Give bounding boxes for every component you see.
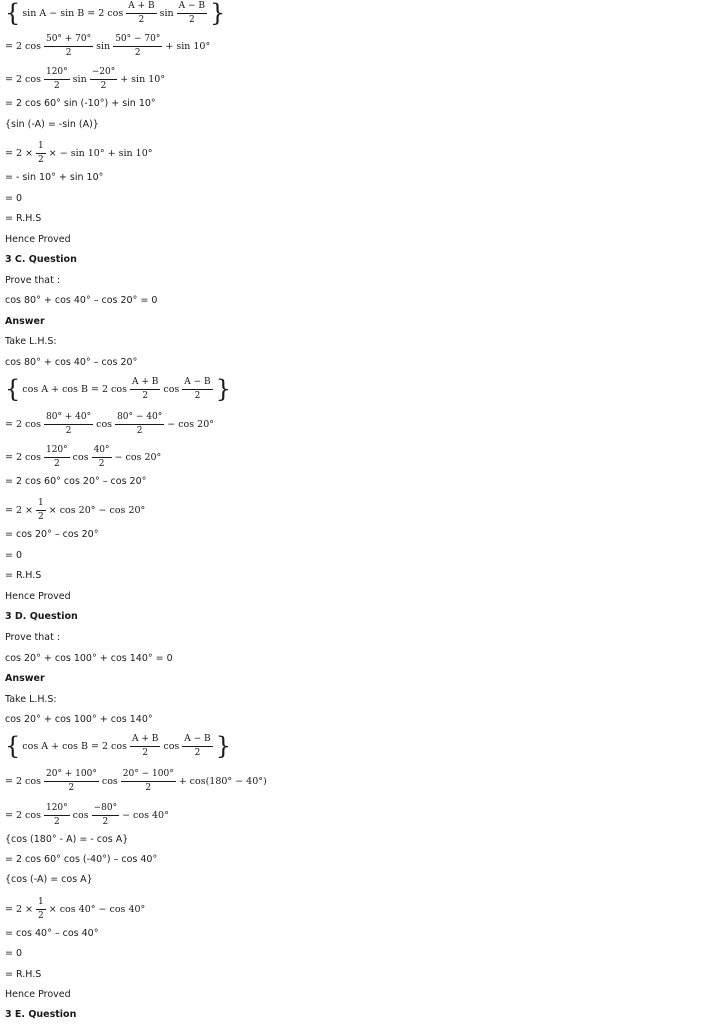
identity-cos-sum: { cos A + cos B = 2 cos A + B 2 cos A − B 2 } (5, 732, 231, 760)
close-brace: } (215, 732, 231, 760)
text-line: = cos 40° – cos 40° (5, 928, 99, 939)
fraction: 20° − 100° 2 (122, 768, 174, 793)
fraction: 80° − 40° 2 (117, 411, 163, 436)
fraction: 50° − 70° 2 (115, 33, 161, 58)
question-heading: 3 D. Question (5, 611, 78, 622)
text-line: {sin (-A) = -sin (A)} (5, 119, 99, 130)
fraction: −20° 2 (91, 66, 116, 91)
open-brace: { (5, 375, 21, 403)
text-line: Prove that : (5, 275, 61, 286)
answer-heading: Answer (5, 316, 45, 327)
identity-sin-difference: { sin A − sin B = 2 cos A + B 2 sin A − B 2 } (5, 0, 226, 27)
fraction: 80° + 40° 2 (45, 411, 92, 436)
text-line: = 0 (5, 550, 23, 561)
text-line: = - sin 10° + sin 10° (5, 172, 104, 183)
text-line: Prove that : (5, 632, 61, 643)
text-line: = 2 cos 60° sin (-10°) + sin 10° (5, 98, 156, 109)
equation-step: = 2 × $\frac{1}{2}$ × − sin 10° + sin 10° (5, 140, 153, 165)
fraction: 20° + 100° 2 (45, 768, 97, 793)
question-heading: 3 E. Question (5, 1009, 77, 1020)
text-line: cos 80° + cos 40° – cos 20° (5, 357, 138, 368)
equation-step: = 2 cos 20° + 100° 2 cos 20° − 100° 2 + cos(180° − 40°) (5, 768, 267, 793)
question-heading: 3 C. Question (5, 254, 77, 265)
equation-step: = 2 cos 120° 2 cos 40° 2 − cos 20° (5, 444, 162, 469)
fraction: 40° 2 (93, 444, 110, 469)
text-line: Take L.H.S: (5, 336, 57, 347)
fraction: A − B 2 (178, 0, 206, 25)
text-line: = cos 20° – cos 20° (5, 529, 99, 540)
text-line: = 0 (5, 193, 23, 204)
close-brace: } (215, 375, 231, 403)
open-brace: { (5, 0, 21, 27)
fraction: 120° 2 (45, 802, 68, 827)
fraction: A + B 2 (128, 0, 155, 25)
answer-heading: Answer (5, 673, 45, 684)
text-line: Hence Proved (5, 989, 71, 1000)
fraction: A − B 2 (184, 376, 211, 401)
text-line: = R.H.S (5, 570, 42, 581)
fraction: $\frac{1}{2}$ (38, 497, 44, 522)
text-line: cos 20° + cos 100° + cos 140° = 0 (5, 653, 173, 664)
text-line: {cos (-A) = cos A} (5, 874, 93, 885)
equation-step: = 2 cos 50° + 70° 2 sin 50° − 70° 2 + sin 10° (5, 33, 211, 58)
text-line: Take L.H.S: (5, 694, 57, 705)
equation-step: = 2 cos 120° 2 sin −20° 2 + sin 10° (5, 66, 166, 91)
text-line: = R.H.S (5, 969, 42, 980)
equation-step: = 2 × $\frac{1}{2}$ × cos 20° − cos 20° (5, 497, 146, 522)
text-line: = R.H.S (5, 213, 42, 224)
fraction: $\frac{1}{2}$ (38, 140, 44, 165)
text-line: cos 80° + cos 40° – cos 20° = 0 (5, 295, 158, 306)
text-line: = 2 cos 60° cos (-40°) – cos 40° (5, 854, 158, 865)
text-line: = 2 cos 60° cos 20° – cos 20° (5, 476, 147, 487)
text-line: = 0 (5, 948, 23, 959)
fraction: 120° 2 (45, 66, 68, 91)
equation-step: = 2 cos 120° 2 cos −80° 2 − cos 40° (5, 802, 169, 827)
close-brace: } (210, 0, 226, 27)
equation-step: = 2 cos 80° + 40° 2 cos 80° − 40° 2 − cos 20° (5, 411, 214, 436)
fraction: 120° 2 (45, 444, 68, 469)
identity-cos-sum: { cos A + cos B = 2 cos A + B 2 cos A − B 2 } (5, 375, 231, 403)
text-line: {cos (180° - A) = - cos A} (5, 834, 129, 845)
fraction: $\frac{1}{2}$ (38, 896, 44, 921)
open-brace: { (5, 732, 21, 760)
fraction: A − B 2 (184, 733, 211, 758)
equation-step: = 2 × $\frac{1}{2}$ × cos 40° − cos 40° (5, 896, 146, 921)
fraction: −80° 2 (93, 802, 118, 827)
text-line: Hence Proved (5, 234, 71, 245)
text-line: Hence Proved (5, 591, 71, 602)
fraction: A + B 2 (131, 376, 159, 401)
fraction: 50° + 70° 2 (45, 33, 92, 58)
text-line: cos 20° + cos 100° + cos 140° (5, 714, 153, 725)
fraction: A + B 2 (131, 733, 159, 758)
